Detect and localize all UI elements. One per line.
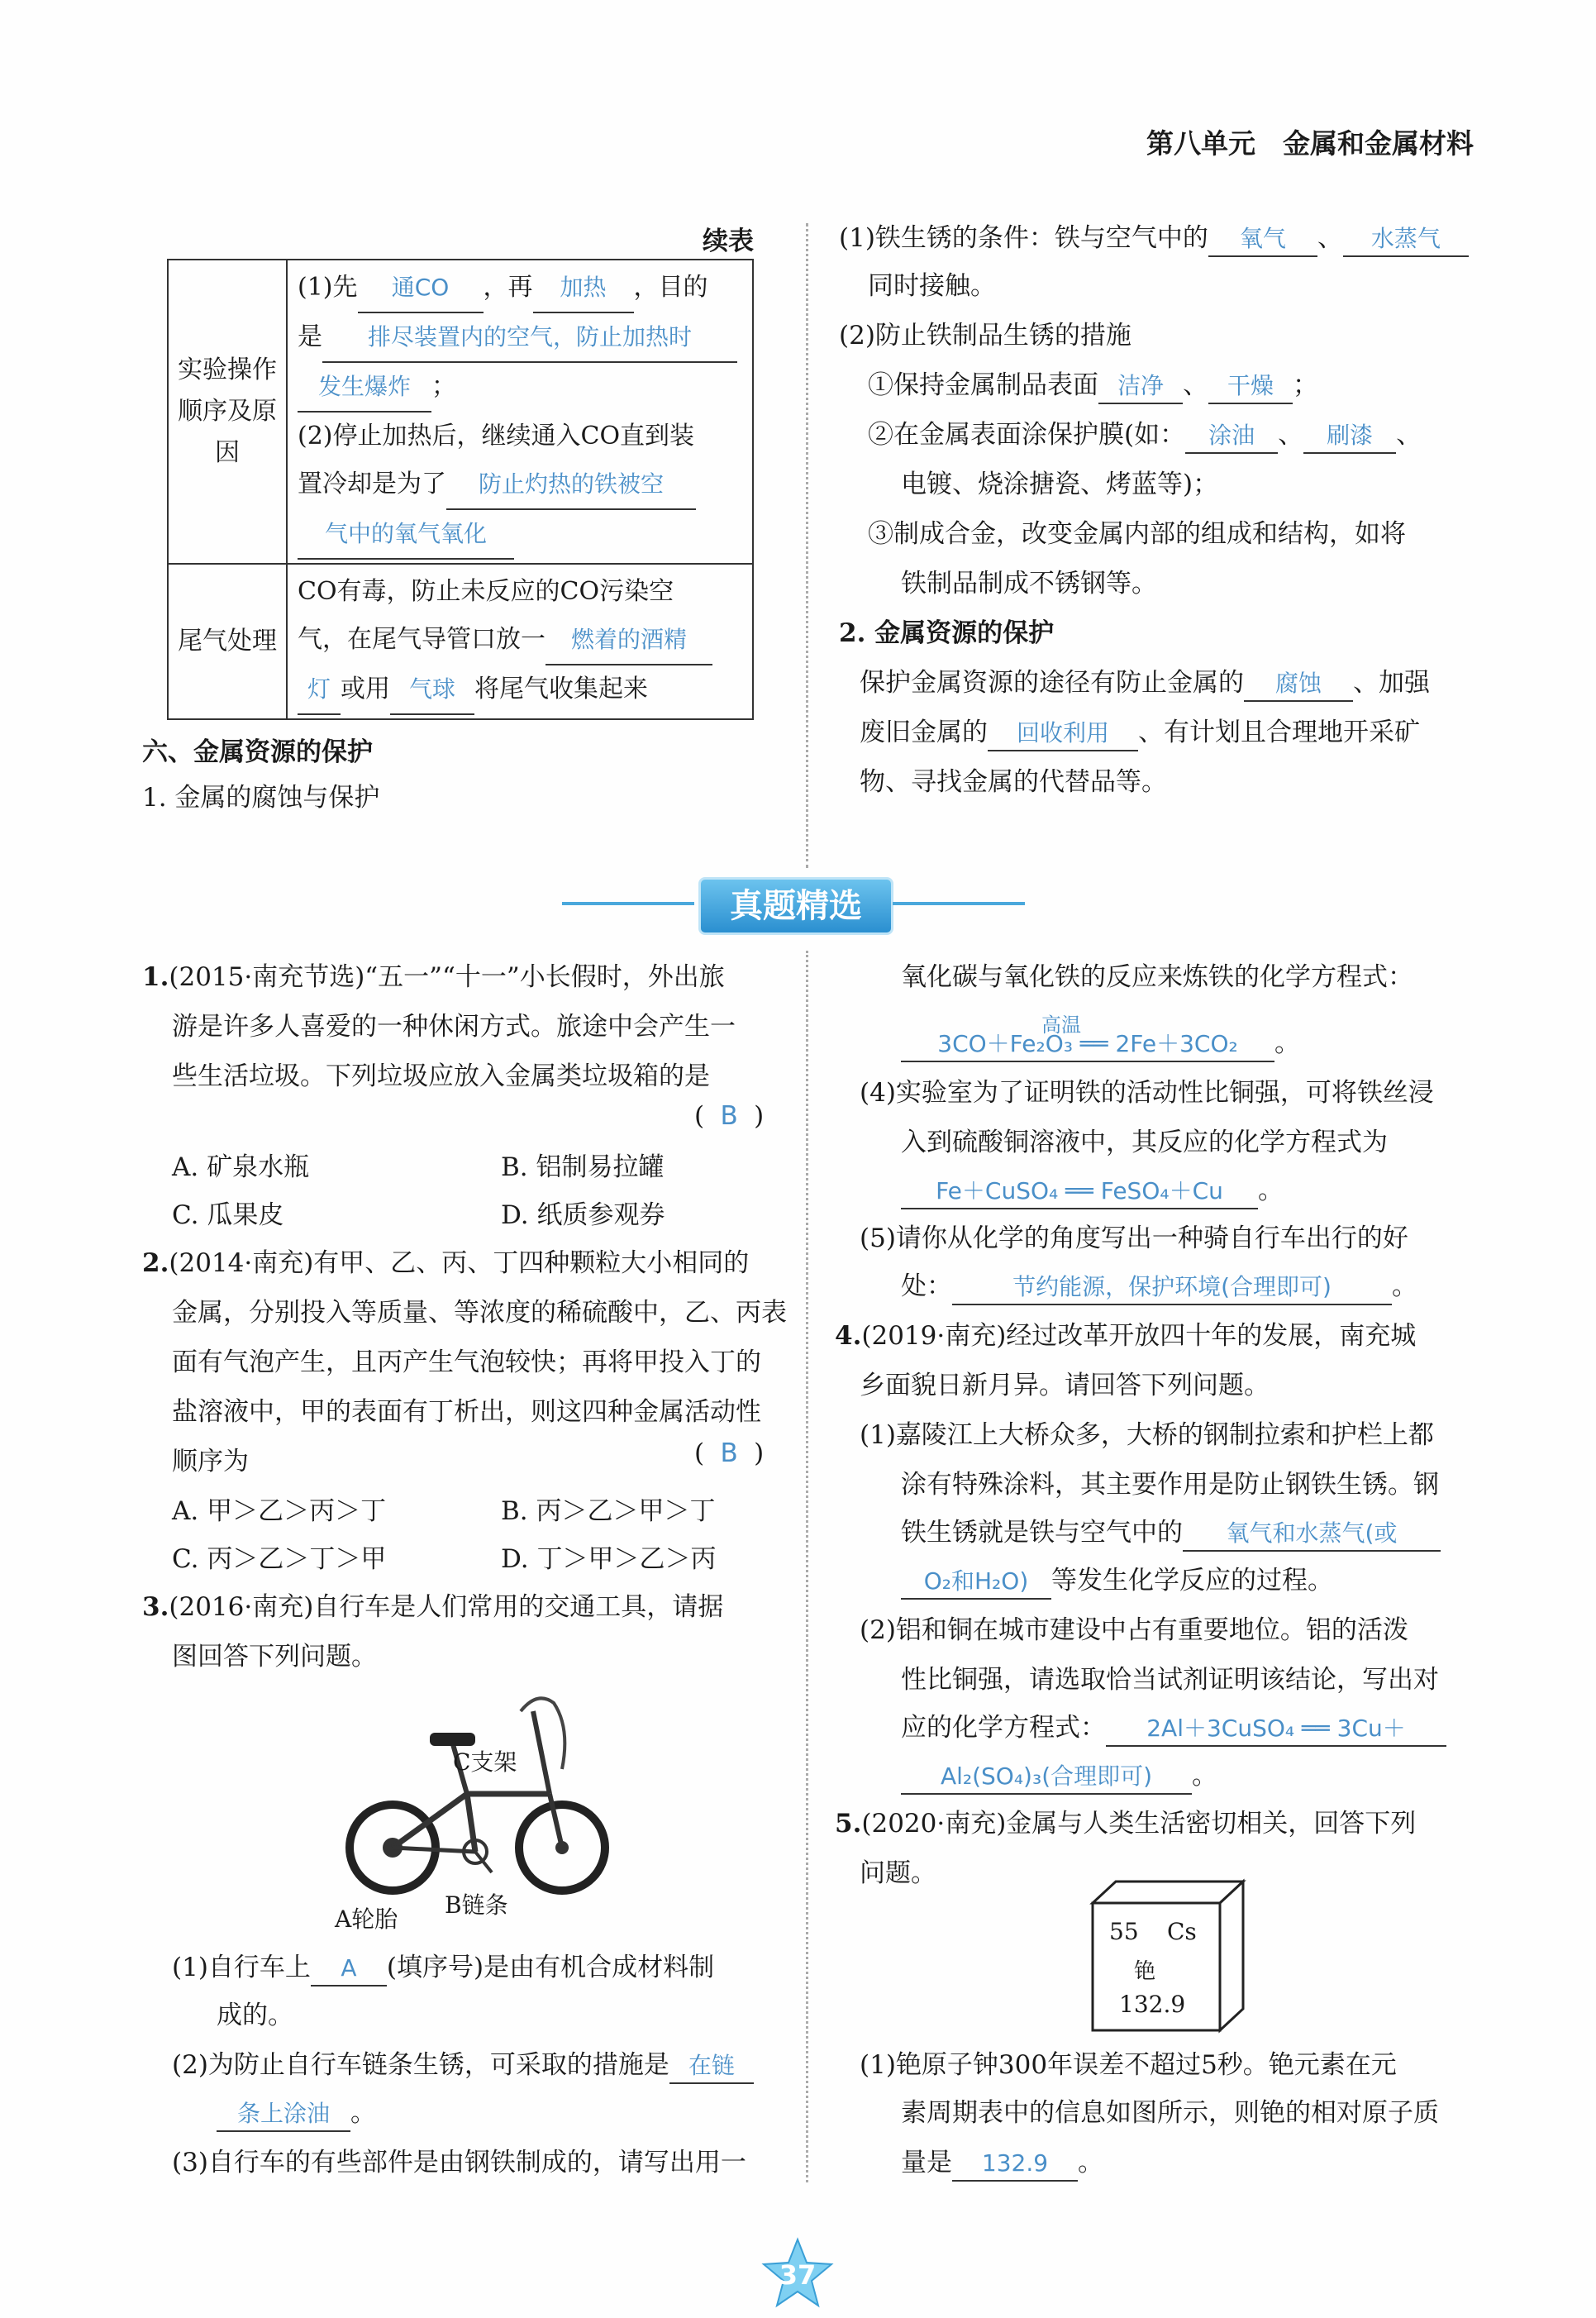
- question-line: (3)自行车的有些部件是由钢铁制成的，请写出用一: [172, 2148, 746, 2177]
- text-line: 物、寻找金属的代替品等。: [860, 767, 1167, 797]
- question-line: 2.(2014·南充)有甲、乙、丙、丁四种颗粒大小相同的: [142, 1248, 750, 1278]
- text-line: 电镀、烧涂搪瓷、烤蓝等)；: [901, 470, 1219, 499]
- question-line: 顺序为: [172, 1447, 249, 1476]
- choice-d: D. 丁＞甲＞乙＞丙: [501, 1544, 717, 1574]
- question-line: 图回答下列问题。: [172, 1642, 377, 1672]
- question-line: (1)自行车上 A (填序号)是由有机合成材料制: [172, 1951, 714, 1987]
- banner-wing-right: [893, 902, 1025, 905]
- table-caption: 续表: [703, 227, 754, 256]
- question-line: 成的。: [217, 2001, 293, 2030]
- element-mass: 132.9: [1119, 1991, 1186, 2018]
- choice-b: B. 铝制易拉罐: [501, 1152, 665, 1182]
- banner-title: 真题精选: [698, 877, 893, 935]
- text-line: (1)铁生锈的条件：铁与空气中的 氧气 、 水蒸气: [839, 222, 1469, 257]
- question-line: 入到硫酸铜溶液中，其反应的化学方程式为: [901, 1128, 1388, 1157]
- question-line: (2)铝和铜在城市建设中占有重要地位。铝的活泼: [860, 1615, 1408, 1645]
- question-line: 氧化碳与氧化铁的反应来炼铁的化学方程式：: [901, 962, 1413, 992]
- question-line: (4)实验室为了证明铁的活动性比铜强，可将铁丝浸: [860, 1078, 1434, 1108]
- question-line: 5.(2020·南充)金属与人类生活密切相关，回答下列: [835, 1809, 1417, 1839]
- question-line: (2)为防止自行车链条生锈，可采取的措施是 在链: [172, 2049, 754, 2084]
- question-line: 3CO＋Fe₂O₃ ══ 2Fe＋3CO₂ 。: [901, 1027, 1300, 1062]
- row-label: 实验操作顺序及原因: [168, 260, 287, 564]
- question-line: 盐溶液中，甲的表面有丁析出，则这四种金属活动性: [172, 1397, 761, 1427]
- column-divider: [806, 951, 808, 2182]
- experiment-table: [167, 259, 754, 720]
- section-banner: [562, 872, 1025, 938]
- text-line: ②在金属表面涂保护膜(如： 涂油 、 刷漆 、: [868, 418, 1422, 454]
- choice-b: B. 丙＞乙＞甲＞丁: [501, 1496, 716, 1526]
- choice-c: C. 瓜果皮: [172, 1200, 284, 1230]
- text-line: (2)防止铁制品生锈的措施: [839, 321, 1131, 351]
- question-line: 金属，分别投入等质量、等浓度的稀硫酸中，乙、丙表: [172, 1298, 787, 1328]
- question-line: 些生活垃圾。下列垃圾应放入金属类垃圾箱的是: [172, 1061, 710, 1091]
- question-line: 处： 节约能源，保护环境(合理即可) 。: [901, 1270, 1417, 1305]
- answer-paren: ( B ): [694, 1101, 765, 1131]
- label-c-support: C支架: [453, 1748, 517, 1776]
- question-line: 4.(2019·南充)经过改革开放四十年的发展，南充城: [835, 1321, 1417, 1351]
- text-line: 铁制品制成不锈钢等。: [901, 569, 1157, 599]
- text-line: 同时接触。: [868, 271, 996, 301]
- chapter-header: 第八单元 金属和金属材料: [1146, 127, 1474, 160]
- label-b-chain: B链条: [445, 1891, 508, 1919]
- banner-wing-left: [562, 902, 694, 905]
- question-line: (1)铯原子钟300年误差不超过5秒。铯元素在元: [860, 2050, 1397, 2080]
- question-line: 涂有特殊涂料，其主要作用是防止钢铁生锈。钢: [901, 1470, 1439, 1500]
- question-line: 条上涂油 。: [217, 2096, 376, 2132]
- question-line: 乡面貌日新月异。请回答下列问题。: [860, 1371, 1270, 1400]
- question-line: 性比铜强，请选取恰当试剂证明该结论，写出对: [901, 1665, 1439, 1695]
- label-a-tire: A轮胎: [335, 1905, 398, 1933]
- question-line: (1)嘉陵江上大桥众多，大桥的钢制拉索和护栏上都: [860, 1420, 1434, 1450]
- question-line: O₂和H₂O) 等发生化学反应的过程。: [901, 1564, 1333, 1600]
- row-content: CO有毒，防止未反应的CO污染空 气，在尾气导管口放一 燃着的酒精 灯 或用 气球 将尾气收集起来: [287, 564, 753, 719]
- table-row: [168, 564, 753, 719]
- element-atomic-number: 55: [1109, 1918, 1139, 1945]
- choice-c: C. 丙＞乙＞丁＞甲: [172, 1544, 387, 1574]
- row-label: 尾气处理: [168, 564, 287, 719]
- page-number: 37: [779, 2259, 817, 2291]
- subsection-title: 1. 金属的腐蚀与保护: [142, 783, 380, 813]
- text-line: ③制成合金，改变金属内部的组成和结构，如将: [868, 519, 1406, 549]
- text-line: ①保持金属制品表面 洁净 、 干燥 ；: [868, 369, 1318, 404]
- subsection-title: 2. 金属资源的保护: [839, 618, 1055, 648]
- reaction-condition: 高温: [1041, 1014, 1081, 1037]
- question-line: Al₂(SO₄)₃(合理即可) 。: [901, 1759, 1217, 1795]
- answer-paren: ( B ): [694, 1438, 765, 1468]
- question-line: 应的化学方程式： 2Al＋3CuSO₄ ══ 3Cu＋: [901, 1711, 1446, 1747]
- question-line: 游是许多人喜爱的一种休闲方式。旅途中会产生一: [172, 1012, 736, 1042]
- element-name: 铯: [1134, 1959, 1156, 1984]
- question-line: 素周期表中的信息如图所示，则铯的相对原子质: [901, 2098, 1439, 2128]
- question-line: 面有气泡产生，且丙产生气泡较快；再将甲投入丁的: [172, 1347, 761, 1377]
- section-title: 六、金属资源的保护: [142, 737, 373, 767]
- question-line: 量是 132.9 。: [901, 2146, 1103, 2182]
- question-line: 铁生锈就是铁与空气中的 氧气和水蒸气(或: [901, 1516, 1441, 1552]
- choice-a: A. 甲＞乙＞丙＞丁: [172, 1496, 387, 1526]
- choice-d: D. 纸质参观券: [501, 1200, 665, 1230]
- table-row: [168, 260, 753, 564]
- question-line: 3.(2016·南充)自行车是人们常用的交通工具，请据: [142, 1592, 724, 1622]
- question-line: 问题。: [860, 1858, 936, 1888]
- question-line: (5)请你从化学的角度写出一种骑自行车出行的好: [860, 1223, 1408, 1253]
- question-line: 1.(2015·南充节选)“五一”“十一”小长假时，外出旅: [142, 962, 725, 992]
- row-content: (1)先 通CO ，再 加热 ，目的 是 排尽装置内的空气，防止加热时 发生爆炸 ； (2)停止加热后，继续通入CO直到装 置冷却是为了 防止灼热的铁被空 气中的氧气氧化: [287, 260, 753, 564]
- text-line: 废旧金属的 回收利用 、有计划且合理地开采矿: [860, 716, 1420, 751]
- question-line: Fe＋CuSO₄ ══ FeSO₄＋Cu 。: [901, 1174, 1284, 1209]
- text-line: 保护金属资源的途径有防止金属的 腐蚀 、加强: [860, 666, 1430, 702]
- choice-a: A. 矿泉水瓶: [172, 1152, 310, 1182]
- column-divider: [806, 223, 808, 868]
- element-symbol: Cs: [1167, 1918, 1197, 1945]
